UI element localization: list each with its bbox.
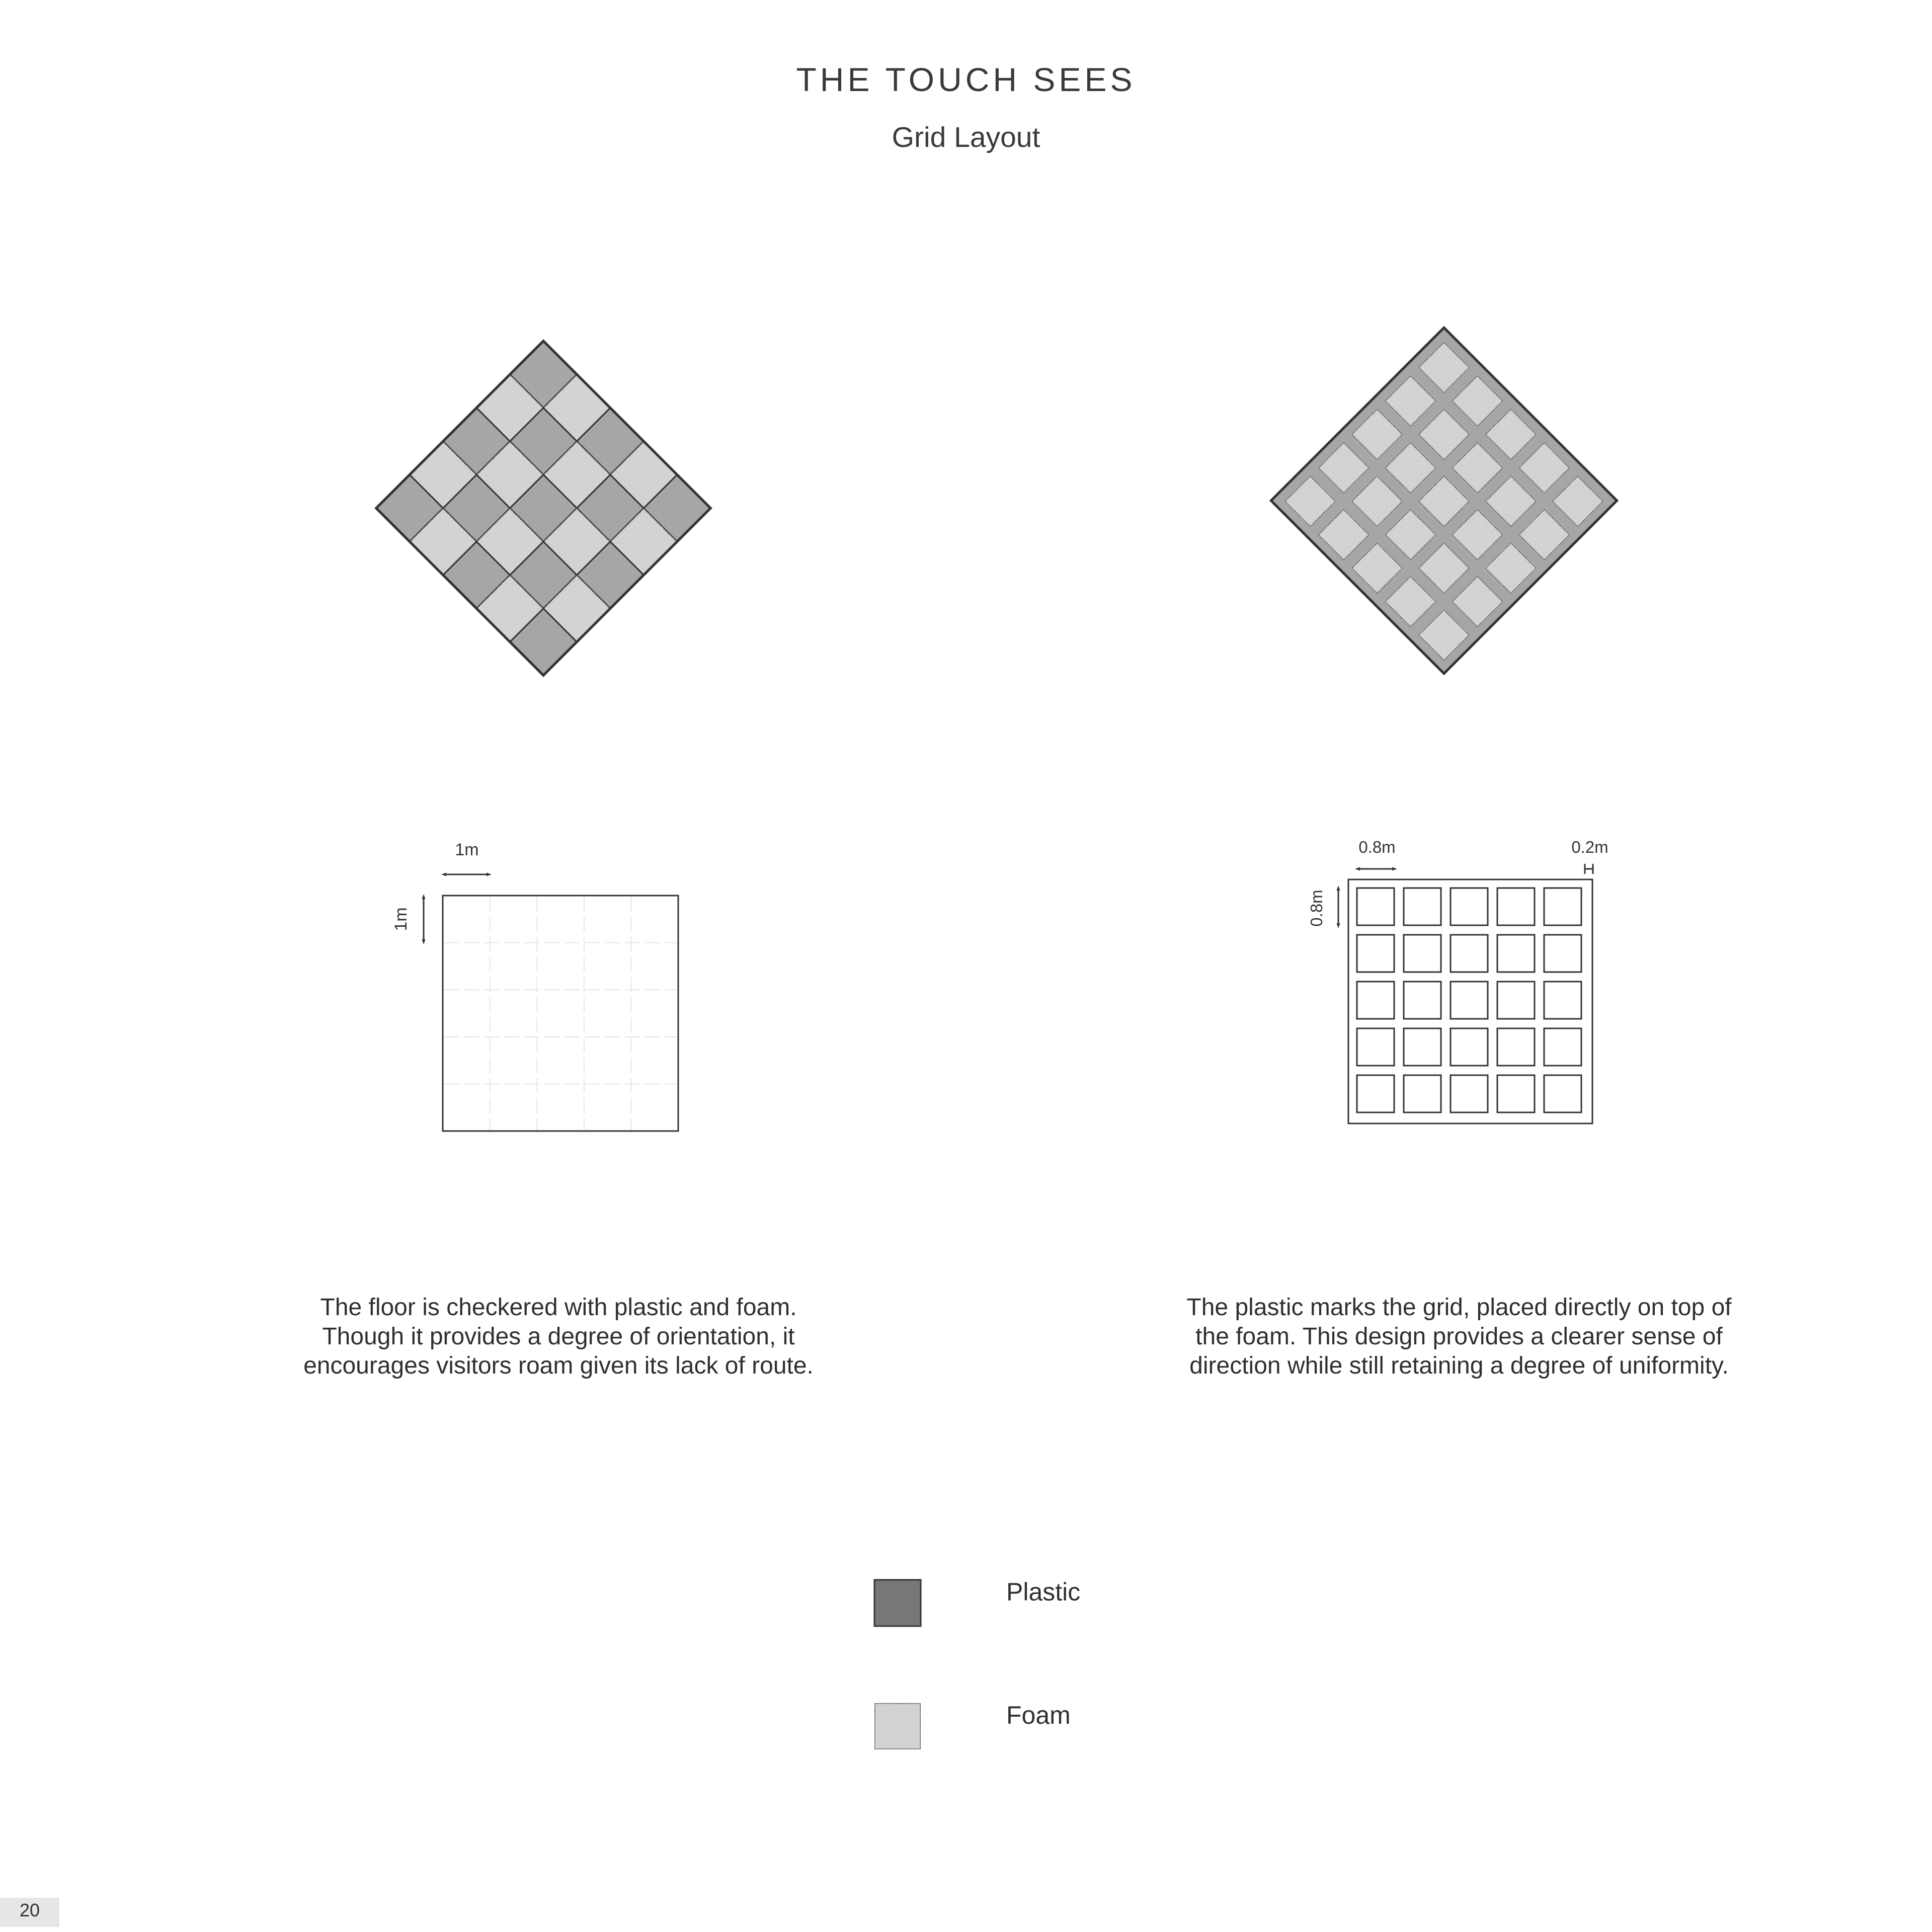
plan-grid-cell xyxy=(1497,935,1535,972)
left-caption: The floor is checkered with plastic and foam. Though it provides a degree of orientation, it encourages visitors roam given its lack of route. xyxy=(303,1294,814,1379)
plan-grid-cell xyxy=(1497,888,1535,925)
plan-grid-cell xyxy=(1544,1075,1581,1112)
legend-foam-label: Foam xyxy=(1006,1701,1071,1729)
plan-grid-cell xyxy=(1404,1075,1441,1112)
page-subtitle: Grid Layout xyxy=(892,121,1040,153)
legend-plastic-label: Plastic xyxy=(1006,1578,1081,1606)
plan-grid-cell xyxy=(1357,935,1394,972)
plan-grid-cell xyxy=(1404,1028,1441,1066)
plan-grid-cell xyxy=(1497,982,1535,1019)
grid-plan-view xyxy=(1307,838,1608,1123)
plan-grid-cell xyxy=(1451,982,1488,1019)
plan-grid-cell xyxy=(1451,1075,1488,1112)
legend-plastic-swatch xyxy=(874,1580,921,1626)
plan-grid-cell xyxy=(1357,982,1394,1019)
dimension-label-cell-height: 0.8m xyxy=(1307,890,1326,927)
plan-grid-cell xyxy=(1544,1028,1581,1066)
checkerboard-plan-view xyxy=(391,840,678,1131)
plan-grid-cell xyxy=(1404,935,1441,972)
plastic-grid-floor-diagram xyxy=(1271,328,1617,673)
dimension-label-height: 1m xyxy=(391,907,411,931)
plan-grid-cell xyxy=(1497,1028,1535,1066)
plan-grid-cell xyxy=(1404,888,1441,925)
page-title: THE TOUCH SEES xyxy=(796,61,1136,98)
dimension-label-gap: 0.2m xyxy=(1571,838,1608,856)
dimension-label-width: 1m xyxy=(455,840,479,859)
plan-grid-cell xyxy=(1544,935,1581,972)
plan-grid-cell xyxy=(1451,888,1488,925)
plan-grid-cell xyxy=(1497,1075,1535,1112)
plan-grid-cell xyxy=(1451,1028,1488,1066)
dimension-label-cell: 0.8m xyxy=(1358,838,1396,856)
plan-grid-cell xyxy=(1357,1075,1394,1112)
plan-grid-cell xyxy=(1451,935,1488,972)
plan-outline xyxy=(443,896,678,1131)
plan-grid-cell xyxy=(1544,888,1581,925)
plan-grid-cell xyxy=(1404,982,1441,1019)
plan-grid-cell xyxy=(1357,888,1394,925)
legend-foam-swatch xyxy=(874,1703,921,1749)
plan-grid-cell xyxy=(1544,982,1581,1019)
right-caption: The plastic marks the grid, placed directly on top of the foam. This design provides a clearer sense of direction while still retaining a degree of uniformity. xyxy=(1186,1294,1732,1379)
page-number: 20 xyxy=(19,1900,40,1920)
plan-grid-cell xyxy=(1357,1028,1394,1066)
checkerboard-floor-diagram xyxy=(376,341,711,676)
